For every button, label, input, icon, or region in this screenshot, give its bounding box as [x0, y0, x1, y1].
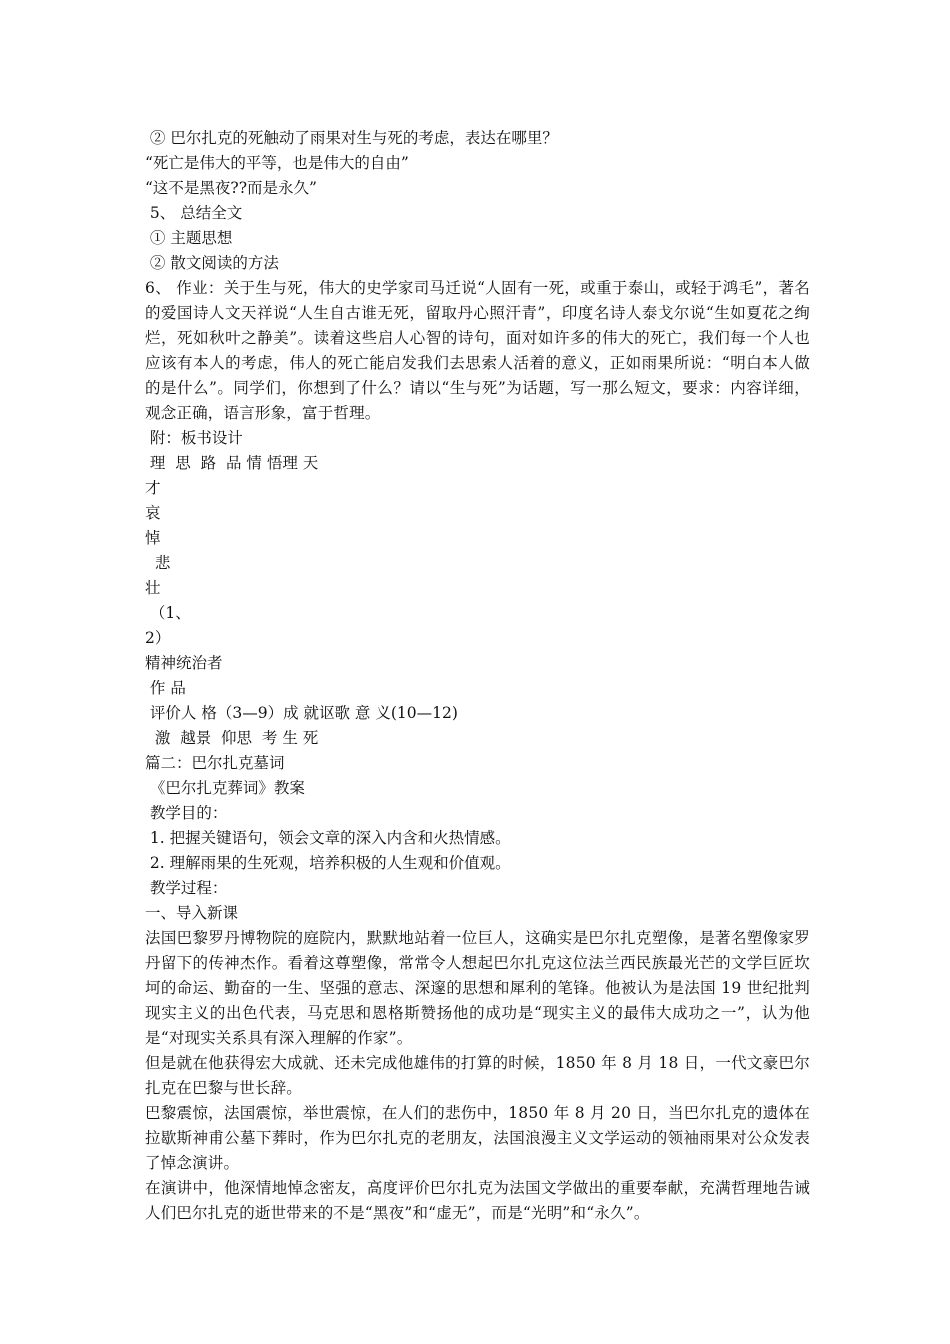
board-line: 激 越景 仰思 考 生 死 [145, 729, 319, 747]
board-line: 哀 [145, 504, 161, 522]
step-heading: 一、导入新课 [145, 904, 239, 922]
objective-item: 1. 把握关键语句，领会文章的深入内含和火热情感。 [145, 829, 511, 847]
board-line: 悼 [145, 529, 161, 547]
body-paragraph: 在演讲中，他深情地悼念密友，高度评价巴尔扎克为法国文学做出的重要奉献，充满哲理地告诫人们巴尔扎克的逝世带来的不是“黑夜”和“虚无”，而是“光明”和“永久”。 [145, 1179, 810, 1222]
board-line: 悲 [145, 554, 171, 572]
board-line: 附：板书设计 [145, 429, 243, 447]
body-paragraph: 法国巴黎罗丹博物院的庭院内，默默地站着一位巨人，这确实是巴尔扎克塑像，是著名塑像家罗丹留下的传神杰作。看着这尊塑像，常常令人想起巴尔扎克这位法兰西民族最光芒的文学巨匠坎坷的命运、勤奋的一生、坚强的意志、深邃的思想和犀利的笔锋。他被认为是法国 19 世纪批判现实主义的出色代表，马克思和恩格斯赞扬他的成功是“现实主义的最伟大成功之一”，认为他是“对现实关系具有深入理解的作家”。 [145, 929, 810, 1047]
text-line: ② 散文阅读的方法 [145, 254, 279, 272]
section-heading: 篇二：巴尔扎克墓词 [145, 754, 285, 772]
board-line: 壮 [145, 579, 161, 597]
text-line: ② 巴尔扎克的死触动了雨果对生与死的考虑，表达在哪里？ [145, 129, 558, 147]
text-line: ① 主题思想 [145, 229, 233, 247]
text-line: 5、 总结全文 [145, 204, 243, 222]
text-line: “这不是黑夜??而是永久” [145, 179, 317, 197]
document-body [145, 126, 810, 1226]
objectives-heading: 教学目的： [145, 804, 228, 822]
board-line: 2） [145, 629, 171, 647]
objective-item: 2. 理解雨果的生死观，培养积极的人生观和价值观。 [145, 854, 511, 872]
body-paragraph: 巴黎震惊，法国震惊，举世震惊，在人们的悲伤中，1850 年 8 月 20 日，当巴尔扎克的遗体在拉歇斯神甫公墓下葬时，作为巴尔扎克的老朋友，法国浪漫主义文学运动的领袖雨果对公众发表了悼念演讲。 [145, 1104, 810, 1172]
body-paragraph: 但是就在他获得宏大成就、还未完成他雄伟的打算的时候，1850 年 8 月 18 日，一代文豪巴尔扎克在巴黎与世长辞。 [145, 1054, 810, 1097]
board-line: 理 思 路 品 情 悟理 天 [145, 454, 319, 472]
homework-paragraph: 6、 作业：关于生与死，伟大的史学家司马迁说“人固有一死，或重于泰山，或轻于鸿毛”，著名的爱国诗人文天祥说“人生自古谁无死，留取丹心照汗青”，印度名诗人泰戈尔说“生如夏花之绚烂，死如秋叶之静美”。读着这些启人心智的诗句，面对如许多的伟大的死亡，我们每一个人也应该有本人的考虑，伟人的死亡能启发我们去思索人活着的意义，正如雨果所说：“明白本人做的是什么”。同学们，你想到了什么？请以“生与死”为话题，写一那么短文，要求：内容详细，观念正确，语言形象，富于哲理。 [145, 279, 810, 422]
process-heading: 教学过程： [145, 879, 228, 897]
lesson-title: 《巴尔扎克葬词》教案 [145, 779, 305, 797]
board-line: 作 品 [145, 679, 186, 697]
text-line: “死亡是伟大的平等，也是伟大的自由” [145, 154, 409, 172]
board-line: 才 [145, 479, 161, 497]
board-line: （1、 [145, 604, 191, 622]
board-line: 评价人 格（3—9）成 就讴歌 意 义(10—12) [145, 704, 458, 722]
board-line: 精神统治者 [145, 654, 223, 672]
